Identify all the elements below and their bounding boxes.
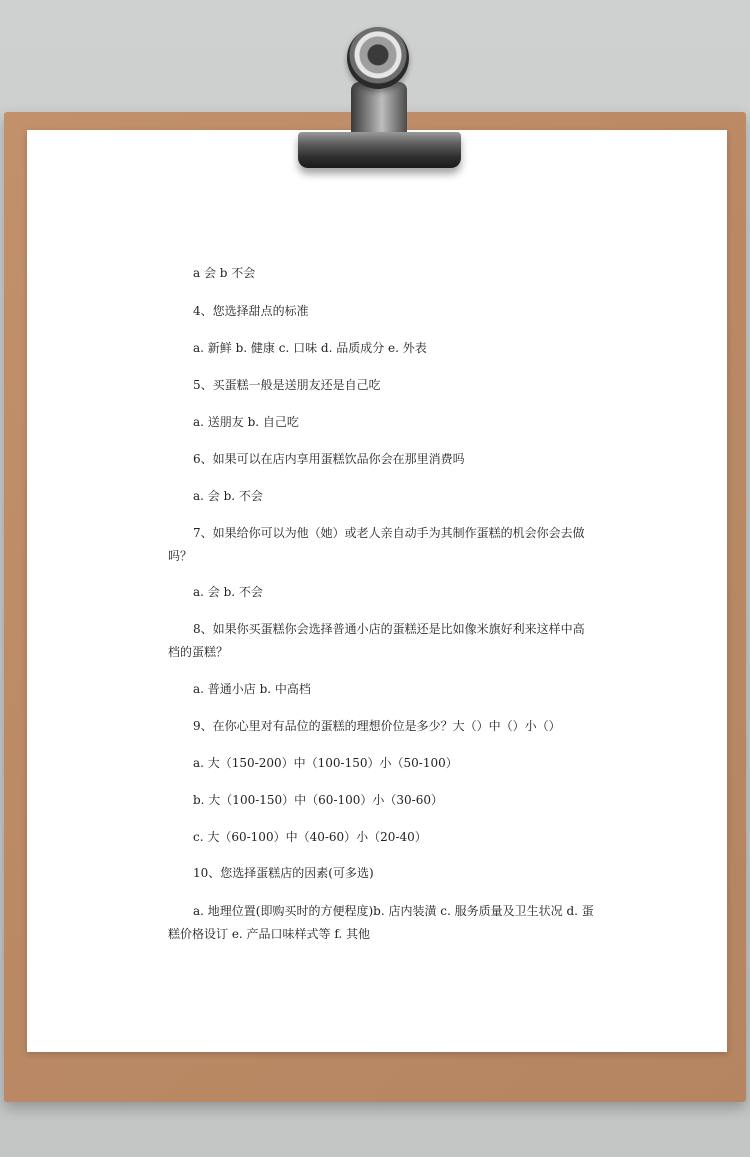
question-9: 9、在你心里对有品位的蛋糕的理想价位是多少？大（）中（）小（） bbox=[193, 719, 561, 733]
answer-line-10-cont: 糕价格设订 e. 产品口味样式等 f. 其他 bbox=[168, 927, 371, 941]
answer-line-7: a. 会 b. 不会 bbox=[193, 585, 263, 599]
question-6: 6、如果可以在店内享用蛋糕饮品你会在那里消费吗 bbox=[193, 452, 465, 466]
answer-line-9c: c. 大（60-100）中（40-60）小（20-40） bbox=[193, 830, 427, 844]
question-4: 4、您选择甜点的标准 bbox=[193, 304, 309, 318]
question-10: 10、您选择蛋糕店的因素(可多选) bbox=[193, 866, 374, 880]
answer-line-4: a. 新鲜 b. 健康 c. 口味 d. 品质成分 e. 外表 bbox=[193, 341, 427, 355]
question-8-cont: 档的蛋糕？ bbox=[168, 645, 229, 659]
question-7-cont: 吗？ bbox=[168, 549, 193, 563]
binder-clip bbox=[298, 132, 461, 168]
answer-line-6: a. 会 b. 不会 bbox=[193, 489, 263, 503]
question-5: 5、买蛋糕一般是送朋友还是自己吃 bbox=[193, 378, 381, 392]
answer-line-5: a. 送朋友 b. 自己吃 bbox=[193, 415, 299, 429]
question-7: 7、如果给你可以为他（她）或老人亲自动手为其制作蛋糕的机会你会去做 bbox=[193, 526, 585, 540]
answer-line-8: a. 普通小店 b. 中高档 bbox=[193, 682, 311, 696]
answer-line-10: a. 地理位置(即购买时的方便程度)b. 店内装潢 c. 服务质量及卫生状况 d. 蛋 bbox=[193, 904, 594, 918]
answer-line-9b: b. 大（100-150）中（60-100）小（30-60） bbox=[193, 793, 443, 807]
question-8: 8、如果你买蛋糕你会选择普通小店的蛋糕还是比如像米旗好利来这样中高 bbox=[193, 622, 585, 636]
clip-ring-icon bbox=[347, 27, 409, 89]
answer-line-3: a 会 b 不会 bbox=[193, 266, 256, 280]
answer-line-9a: a. 大（150-200）中（100-150）小（50-100） bbox=[193, 756, 458, 770]
